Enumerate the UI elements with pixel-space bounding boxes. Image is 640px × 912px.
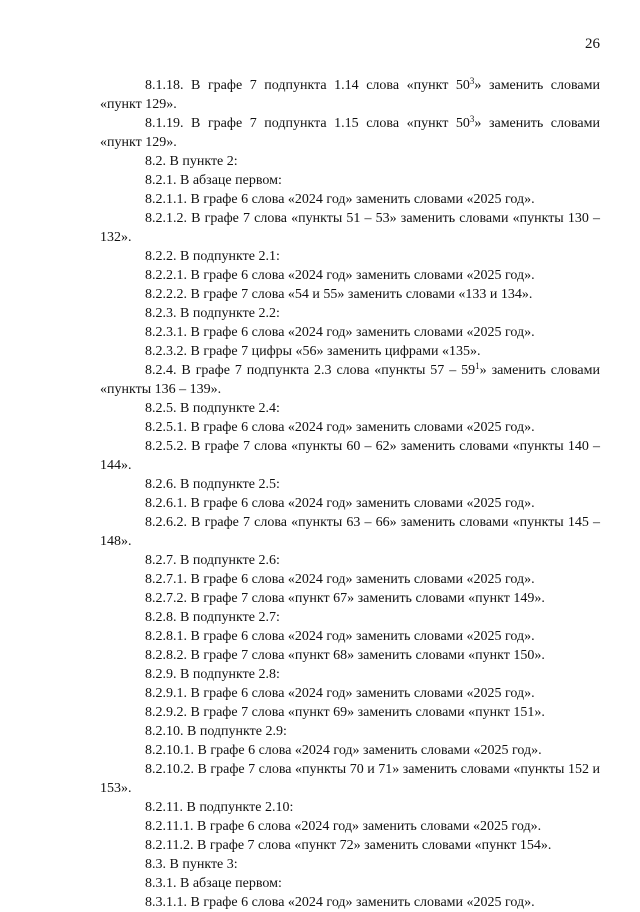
paragraph-text: 8.2.3.1. В графе 6 слова «2024 год» заменить словами «2025 год».: [145, 325, 535, 340]
paragraph-text: 8.2.8.1. В графе 6 слова «2024 год» заменить словами «2025 год».: [145, 629, 535, 644]
paragraph-text: 8.2.9. В подпункте 2.8:: [145, 667, 280, 682]
paragraph-text: 8.2.7.1. В графе 6 слова «2024 год» заменить словами «2025 год».: [145, 572, 535, 587]
paragraph-text: 8.1.19. В графе 7 подпункта 1.15 слова «пункт 50: [145, 116, 470, 131]
paragraph-p11: [100, 323, 600, 342]
paragraph-text: 8.2.2.2. В графе 7 слова «54 и 55» заменить словами «133 и 134».: [145, 287, 533, 302]
paragraph-text: 8.2.2. В подпункте 2.1:: [145, 249, 280, 264]
paragraph-text: 8.2.9.1. В графе 6 слова «2024 год» заменить словами «2025 год».: [145, 686, 535, 701]
paragraph-p25: [100, 646, 600, 665]
paragraph-p35: [100, 855, 600, 874]
paragraph-p36: [100, 874, 600, 893]
paragraph-text: 8.2.5.1. В графе 6 слова «2024 год» заменить словами «2025 год».: [145, 420, 535, 435]
paragraph-p28: [100, 703, 600, 722]
paragraph-text: 8.2.9.2. В графе 7 слова «пункт 69» заменить словами «пункт 151».: [145, 705, 545, 720]
paragraph-p19: [100, 513, 600, 551]
paragraph-p29: [100, 722, 600, 741]
paragraph-text: 8.2.11.1. В графе 6 слова «2024 год» заменить словами «2025 год».: [145, 819, 542, 834]
paragraph-text: 8.2.2.1. В графе 6 слова «2024 год» заменить словами «2025 год».: [145, 268, 535, 283]
paragraph-text: 8.2.7. В подпункте 2.6:: [145, 553, 280, 568]
paragraph-text: 8.1.18. В графе 7 подпункта 1.14 слова «пункт 50: [145, 78, 470, 93]
paragraph-text: 8.2.10.1. В графе 6 слова «2024 год» заменить словами «2025 год».: [145, 743, 542, 758]
paragraph-text: 8.2.11.2. В графе 7 слова «пункт 72» заменить словами «пункт 154».: [145, 838, 552, 853]
paragraph-text: 8.2.6.2. В графе 7 слова «пункты 63 – 66» заменить словами «пункты 145 – 148».: [100, 515, 600, 549]
paragraph-p21: [100, 570, 600, 589]
superscript: 1: [475, 361, 480, 371]
paragraph-p34: [100, 836, 600, 855]
paragraph-text: 8.2.1. В абзаце первом:: [145, 173, 282, 188]
superscript: 3: [469, 114, 475, 124]
paragraph-p37: [100, 893, 600, 912]
paragraph-text: 8.2.10.2. В графе 7 слова «пункты 70 и 71» заменить словами «пункты 152 и 153».: [100, 762, 600, 796]
paragraph-text: 8.2.6.1. В графе 6 слова «2024 год» заменить словами «2025 год».: [145, 496, 535, 511]
paragraph-text: 8.2.5.2. В графе 7 слова «пункты 60 – 62» заменить словами «пункты 140 – 144».: [100, 439, 600, 473]
paragraph-p2: [100, 114, 600, 152]
paragraph-p23: [100, 608, 600, 627]
paragraph-text: 8.2.3.2. В графе 7 цифры «56» заменить цифрами «135».: [145, 344, 481, 359]
paragraph-text: » заменить словами «пункт 129».: [100, 78, 600, 112]
paragraph-text: 8.2.6. В подпункте 2.5:: [145, 477, 280, 492]
paragraph-text: 8.3.1.1. В графе 6 слова «2024 год» заменить словами «2025 год».: [145, 895, 535, 910]
paragraph-p8: [100, 266, 600, 285]
paragraph-p30: [100, 741, 600, 760]
paragraph-p5: [100, 190, 600, 209]
paragraph-p4: [100, 171, 600, 190]
paragraph-p7: [100, 247, 600, 266]
paragraph-p16: [100, 437, 600, 475]
page-number: 26: [585, 36, 600, 52]
paragraph-text: 8.2. В пункте 2:: [145, 154, 238, 169]
paragraph-text: 8.3.1. В абзаце первом:: [145, 876, 282, 891]
paragraph-text: 8.2.3. В подпункте 2.2:: [145, 306, 280, 321]
paragraph-p22: [100, 589, 600, 608]
paragraph-text: 8.2.8.2. В графе 7 слова «пункт 68» заменить словами «пункт 150».: [145, 648, 545, 663]
paragraph-p10: [100, 304, 600, 323]
paragraph-text: 8.2.7.2. В графе 7 слова «пункт 67» заменить словами «пункт 149».: [145, 591, 545, 606]
paragraph-text: 8.2.4. В графе 7 подпункта 2.3 слова «пункты 57 – 59: [145, 363, 476, 378]
paragraph-p15: [100, 418, 600, 437]
paragraph-p33: [100, 817, 600, 836]
superscript: 3: [469, 76, 475, 86]
paragraph-text: 8.2.1.2. В графе 7 слова «пункты 51 – 53» заменить словами «пункты 130 – 132».: [100, 211, 600, 245]
paragraph-text: 8.2.10. В подпункте 2.9:: [145, 724, 287, 739]
paragraph-text: 8.3. В пункте 3:: [145, 857, 238, 872]
paragraph-p3: [100, 152, 600, 171]
paragraph-p13: [100, 361, 600, 399]
paragraph-text: 8.2.1.1. В графе 6 слова «2024 год» заменить словами «2025 год».: [145, 192, 535, 207]
paragraph-p31: [100, 760, 600, 798]
paragraph-text: 8.2.11. В подпункте 2.10:: [145, 800, 294, 815]
paragraph-p32: [100, 798, 600, 817]
paragraph-p9: [100, 285, 600, 304]
paragraph-p1: [100, 76, 600, 114]
paragraph-p14: [100, 399, 600, 418]
paragraph-p26: [100, 665, 600, 684]
paragraph-text: 8.2.5. В подпункте 2.4:: [145, 401, 280, 416]
paragraph-p18: [100, 494, 600, 513]
paragraph-p24: [100, 627, 600, 646]
paragraph-text: » заменить словами «пункты 136 – 139».: [100, 363, 600, 397]
document-body: [100, 76, 600, 912]
paragraph-p12: [100, 342, 600, 361]
paragraph-p17: [100, 475, 600, 494]
paragraph-p27: [100, 684, 600, 703]
paragraph-text: » заменить словами «пункт 129».: [100, 116, 600, 150]
paragraph-text: 8.2.8. В подпункте 2.7:: [145, 610, 280, 625]
paragraph-p20: [100, 551, 600, 570]
paragraph-p6: [100, 209, 600, 247]
